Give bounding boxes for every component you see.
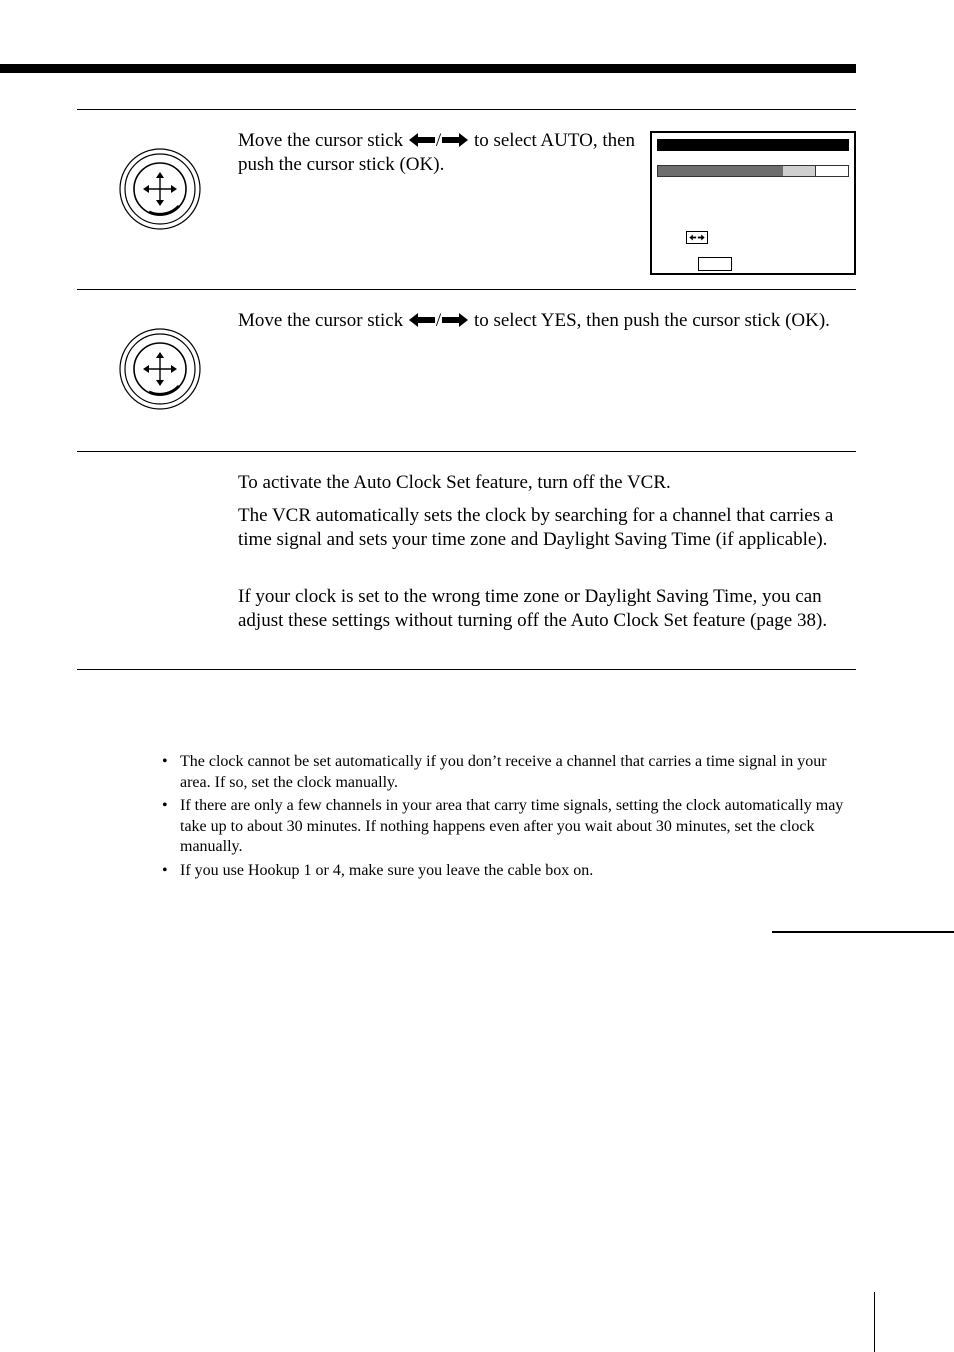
bullet: • [162,861,168,879]
note-text: The clock cannot be set automatically if you don’t receive a channel that carries a time signal in your area. If so, set the clock manually. [180,753,827,791]
notes-list [160,752,860,884]
divider [77,289,856,290]
right-arrow-icon [441,312,469,328]
step-1-text-after: to select AUTO, then push the cursor stick (OK). [238,130,636,175]
step-2-instruction [238,309,848,333]
divider [77,451,856,452]
bullet: • [162,753,168,770]
paragraph: The VCR automatically sets the clock by searching for a channel that carries a time signal and sets your time zone and Daylight Saving Time (if applicable). [238,505,834,550]
header-bar [0,64,856,73]
page-edge-rule [874,1292,875,1352]
list-item [160,752,860,793]
cursor-stick-icon [119,328,201,410]
ok-box-icon [698,257,732,271]
divider [77,109,856,110]
osd-title-bar [657,139,849,151]
left-arrow-icon [408,132,436,148]
osd-progress-highlight [783,166,815,176]
note-text: If you use Hookup 1 or 4, make sure you leave the cable box on. [180,861,594,879]
step-2-text-before: Move the cursor stick [238,310,408,331]
step-2-text-after: to select YES, then push the cursor stick (OK). [469,310,830,331]
right-arrow-icon [441,132,469,148]
step-1-instruction [238,129,638,177]
step-2-separator: / [435,310,442,331]
osd-screen [650,131,856,275]
osd-progress-bar [657,165,849,177]
list-item [160,796,860,858]
step-1-text-before: Move the cursor stick [238,130,408,151]
section-rule [772,931,954,933]
step-1-separator: / [435,130,442,151]
cursor-stick-icon [119,148,201,230]
note-text: If there are only a few channels in your area that carry time signals, setting the clock automatically may take up to about 30 minutes. If nothing happens even after you wait about 30 minutes, set the clock manually. [180,797,844,855]
paragraph: To activate the Auto Clock Set feature, turn off the VCR. [238,472,671,493]
left-right-arrow-icon [686,231,708,244]
left-arrow-icon [408,312,436,328]
list-item [160,861,860,882]
osd-progress-fill [658,166,783,176]
paragraph: If your clock is set to the wrong time zone or Daylight Saving Time, you can adjust these settings without turning off the Auto Clock Set feature (page 38). [238,586,828,631]
divider [77,669,856,670]
bullet: • [162,797,168,814]
